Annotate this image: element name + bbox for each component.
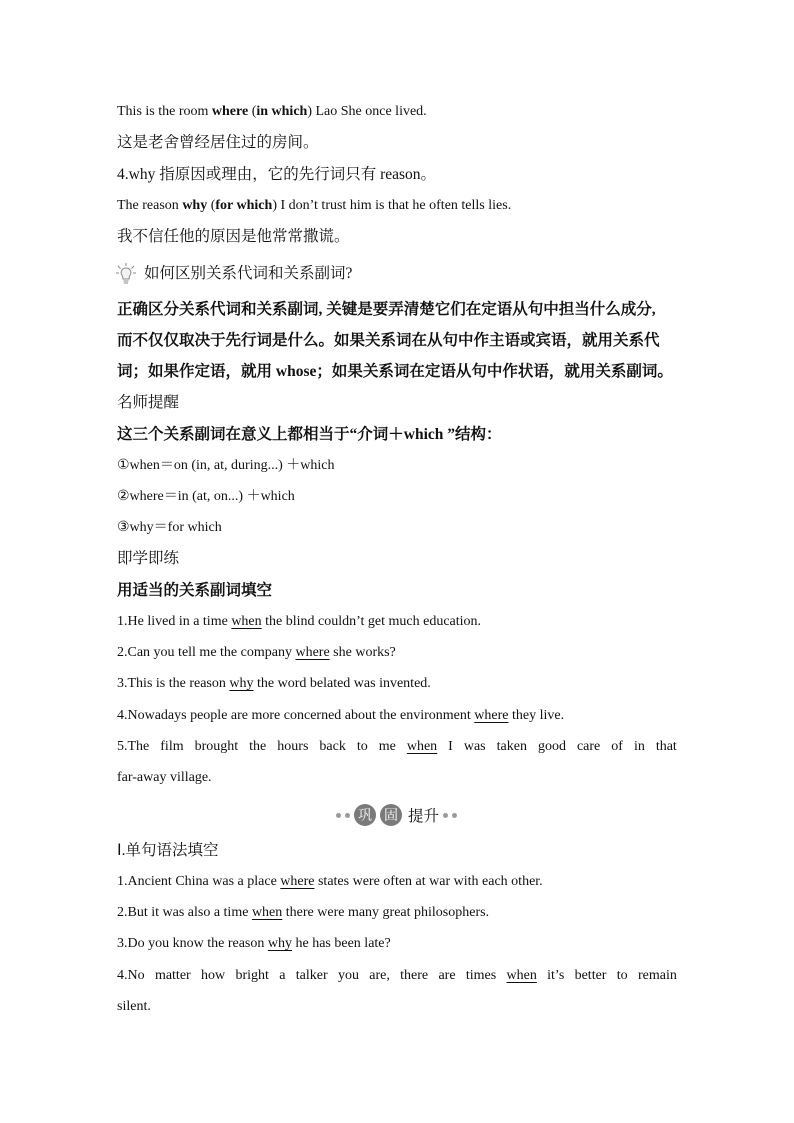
practice-question-5: 5.The film brought the hours back to me when I was taken good care of in that <box>117 737 677 757</box>
answer-blank: when <box>406 739 438 754</box>
answer-blank: why <box>229 676 254 691</box>
practice-heading: 即学即练 <box>117 550 180 567</box>
practice-question-5-continued: far-away village. <box>117 770 212 785</box>
formula-when: ①when＝on (in, at, during...) ＋which <box>117 458 335 473</box>
lightbulb-icon <box>116 262 136 284</box>
banner-char-circle: 巩 <box>354 804 376 826</box>
answer-blank: when <box>231 614 262 629</box>
translation-why: 我不信任他的原因是他常常撒谎。 <box>117 228 350 245</box>
answer-blank: where <box>280 874 315 889</box>
banner-char-circle: 固 <box>380 804 402 826</box>
example-sentence-where: This is the room where (in which) Lao She once lived. <box>117 104 427 119</box>
practice-question-1: 1.He lived in a time when the blind couldn’t get much education. <box>117 614 482 629</box>
banner-text: 提升 <box>408 807 440 825</box>
formula-why: ③why＝for which <box>117 520 222 535</box>
teacher-tip-heading: 名师提醒 <box>117 394 180 411</box>
banner-dot <box>336 813 341 818</box>
translation-where: 这是老舍曾经居住过的房间。 <box>117 134 319 151</box>
tip-title: 如何区别关系代词和关系副词? <box>144 265 353 282</box>
exercise-question-2: 2.But it was also a time when there were many great philosophers. <box>117 905 490 920</box>
exercise-question-1: 1.Ancient China was a place where states were often at war with each other. <box>117 874 543 889</box>
explanation-line-3: 词；如果作定语，就用 whose；如果关系词在定语从句中作状语，就用关系副词。 <box>117 363 673 380</box>
practice-question-2: 2.Can you tell me the company where she works? <box>117 645 396 660</box>
answer-blank: when <box>506 968 537 983</box>
practice-instruction: 用适当的关系副词填空 <box>117 582 273 599</box>
practice-question-3: 3.This is the reason why the word belated was invented. <box>117 676 431 691</box>
rule-why: 4.why 指原因或理由，它的先行词只有 reason。 <box>117 166 437 183</box>
answer-blank: where <box>295 645 330 660</box>
answer-blank: why <box>267 936 292 951</box>
exercise-question-3: 3.Do you know the reason why he has been late? <box>117 936 391 951</box>
exercise-question-4: 4.No matter how bright a talker you are, there are times when it’s better to remain <box>117 966 677 986</box>
part-1-heading: Ⅰ.单句语法填空 <box>117 842 219 859</box>
banner-dot <box>443 813 448 818</box>
example-sentence-why: The reason why (for which) I don’t trust him is that he often tells lies. <box>117 198 512 213</box>
explanation-line-2: 而不仅仅取决于先行词是什么。如果关系词在从句中作主语或宾语，就用关系代 <box>117 332 660 349</box>
banner-dot <box>452 813 457 818</box>
answer-blank: when <box>251 905 283 920</box>
explanation-line-1: 正确区分关系代词和关系副词, 关键是要弄清楚它们在定语从句中担当什么成分, <box>117 301 656 318</box>
banner-dot <box>345 813 350 818</box>
teacher-tip-text: 这三个关系副词在意义上都相当于“介词＋which ”结构： <box>117 426 502 443</box>
section-banner <box>336 802 457 828</box>
answer-blank: where <box>474 708 509 723</box>
practice-question-4: 4.Nowadays people are more concerned about the environment where they live. <box>117 708 565 723</box>
exercise-question-4-continued: silent. <box>117 999 151 1014</box>
formula-where: ②where＝in (at, on...) ＋which <box>117 489 295 504</box>
